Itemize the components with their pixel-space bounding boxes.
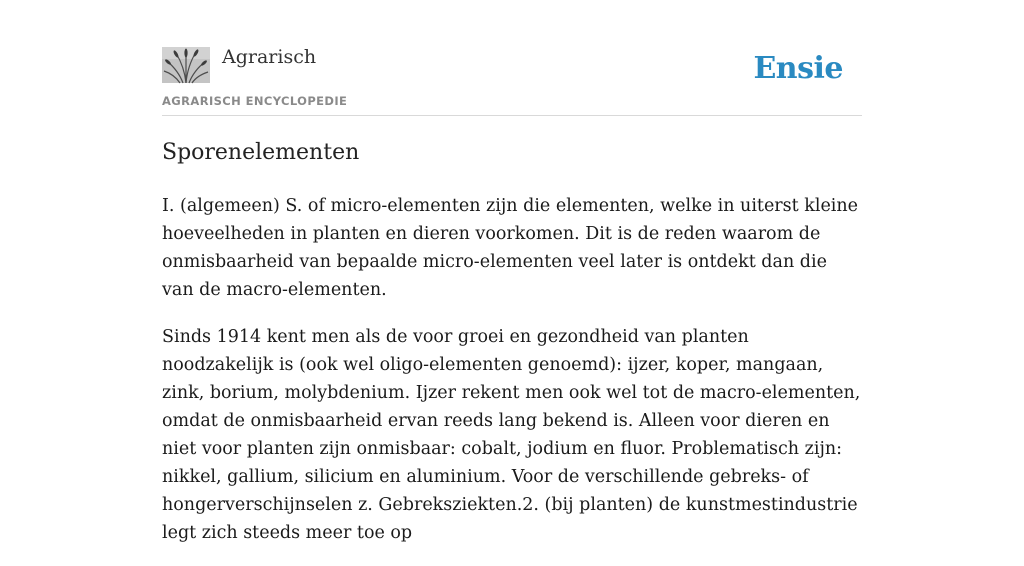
wheat-photo-icon[interactable]	[162, 47, 210, 83]
paragraph: I. (algemeen) S. of micro-elementen zijn die elementen, welke in uiterst kleine hoeveelheden in planten en dieren voorkomen. Dit is de reden waarom de onmisbaarheid van bepaalde micro-elementen veel later is ontdekt dan die van de macro-elementen.	[162, 196, 859, 300]
source-header	[162, 44, 862, 116]
brand-logo[interactable]: Ensie	[753, 51, 843, 86]
source-name[interactable]: Agrarisch	[222, 46, 317, 68]
source-subtitle: AGRARISCH ENCYCLOPEDIE	[162, 94, 348, 108]
article-body	[162, 192, 862, 566]
page-title: Sporenelementen	[162, 140, 360, 165]
paragraph: Sinds 1914 kent men als de voor groei en gezondheid van planten noodzakelijk is (ook wel oligo-elementen genoemd): ijzer, koper, mangaan, zink, borium, molybdenium. Ijzer rekent men ook wel tot de macro-elementen, omdat de onmisbaarheid ervan reeds lang bekend is. Alleen voor dieren en niet voor planten zijn onmisbaar: cobalt, jodium en fluor. Problematisch zijn: nikkel, gallium, silicium en aluminium. Voor de verschillende gebreks- of hongerverschijnselen z. Gebreksziekten.2. (bij planten) de kunstmestindustrie legt zich steeds meer toe op	[162, 327, 861, 543]
